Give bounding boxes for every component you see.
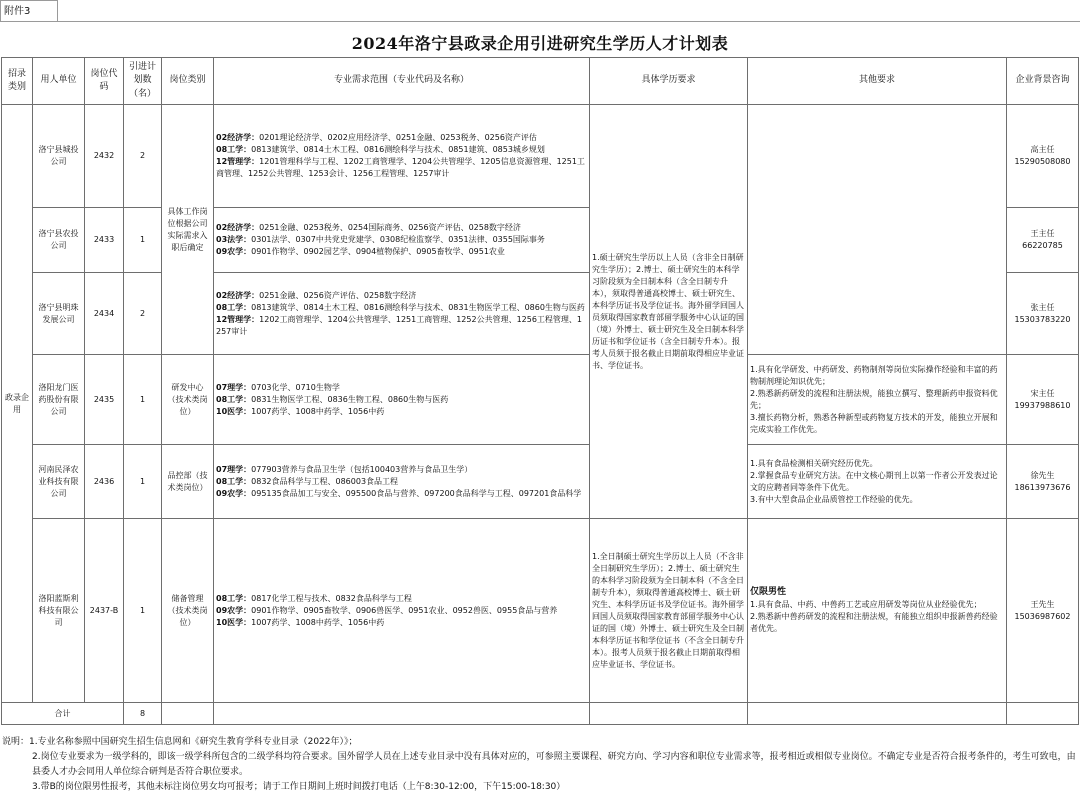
unit-cell: 河南民泽农业科技有限公司 [33,445,85,519]
other-cell [748,355,1007,445]
major-line: 12管理学：1201管理科学与工程、1202工商管理学、1204公共管理学、1205信息资源管理、1251工商管理、1252公共管理、1253会计、1256工程管理、1257审计 [216,157,585,178]
major-line: 09农学：0901作物学、0902园艺学、0904植物保护、0905畜牧学、0951农业 [216,247,505,256]
other-line: 2.熟悉新药研发的流程和注册法规，能独立撰写、整理新药申报资料优先； [750,388,998,410]
contact-phone: 66220785 [1022,241,1063,250]
plan-table [1,57,1079,725]
code-cell: 2432 [85,105,124,208]
post-type-cell: 品控部（技术类岗位） [162,445,214,519]
header-unit: 用人单位 [33,58,85,105]
attachment-label: 附件3 [0,0,58,22]
other-title: 仅限男性 [750,586,787,597]
total-row [2,703,1079,725]
contact-phone: 19937988610 [1014,400,1071,410]
total-label: 合计 [2,703,124,725]
education-cell: 1.硕士研究生学历以上人员（含非全日制研究生学历）；2.博士、硕士研究生的本科学习阶段须为全日制本科（含全日制专升本），须取得普通高校博士、硕士研究生、本科学历证书及学位证书。海外留学回国人员须取得国家教育部留学服务中心认证的国（境）外博士、硕士研究生及全日制本科学历证书和学位证书（含全日制专升本）。报考人员须于报名截止日期前取得相应毕业证书、学位证书。 [590,105,748,519]
contact-cell [1007,445,1079,519]
count-cell: 1 [124,355,162,445]
contact-cell [1007,273,1079,355]
unit-cell: 洛宁县明珠发展公司 [33,273,85,355]
major-line: 07理学：077903营养与食品卫生学（包括100403营养与食品卫生学） [216,464,473,474]
other-line: 3.擅长药物分析，熟悉各种新型或药物复方技术的开发，能独立开展和完成实验工作优先。 [750,412,998,434]
empty-cell [590,703,748,725]
top-border-row [0,0,1080,22]
count-cell: 1 [124,445,162,519]
major-line: 02经济学：0251金融、0253税务、0254国际商务、0256资产评估、0258数字经济 [216,223,521,232]
other-cell [748,519,1007,703]
other-line: 1.具有化学研发、中药研发、药物制剂等岗位实际操作经验和丰富的药物制剂理论知识优先； [750,364,998,386]
contact-cell [1007,355,1079,445]
major-line: 08工学：0832食品科学与工程、086003食品工程 [216,476,399,486]
table-row [2,445,1079,519]
major-line: 08工学：0813建筑学、0814土木工程、0816测绘科学与技术、0851建筑、0853城乡规划 [216,145,545,154]
other-line: 3.有中大型食品企业品质管控工作经验的优先。 [750,494,918,504]
contact-cell [1007,105,1079,208]
contact-phone: 18613973676 [1014,482,1071,492]
major-cell [214,519,590,703]
major-line: 09农学：0901作物学、0905畜牧学、0906兽医学、0951农业、0952兽医、0955食品与营养 [216,605,558,615]
notes-section [2,735,1076,795]
code-cell: 2434 [85,273,124,355]
major-cell [214,445,590,519]
table-row [2,355,1079,445]
header-category: 招录类别 [2,58,33,105]
contact-name: 张主任 [1030,302,1055,312]
major-line: 07理学：0703化学、0710生物学 [216,382,340,392]
count-cell: 2 [124,105,162,208]
header-post-type: 岗位类别 [162,58,214,105]
count-cell: 1 [124,519,162,703]
other-cell [748,445,1007,519]
contact-name: 王主任 [1030,229,1055,238]
contact-cell [1007,519,1079,703]
empty-cell [214,703,590,725]
post-type-cell: 研发中心（技术类岗位） [162,355,214,445]
contact-phone: 15036987602 [1014,611,1071,621]
category-cell: 政录企用 [2,105,33,703]
post-type-cell: 具体工作岗位根据公司实际需求入职后确定 [162,105,214,355]
post-type-cell: 储备管理（技术类岗位） [162,519,214,703]
document-title: 2024年洛宁县政录企用引进研究生学历人才计划表 [351,34,729,53]
major-line: 12管理学：1202工商管理学、1204公共管理学、1251工商管理、1252公共管理、1256工程管理、1257审计 [216,314,583,336]
unit-cell: 洛宁县城投公司 [33,105,85,208]
major-line: 08工学：0817化学工程与技术、0832食品科学与工程 [216,593,412,603]
table-row [2,105,1079,208]
major-line: 02经济学：0251金融、0256资产评估、0258数字经济 [216,290,417,300]
contact-name: 宋主任 [1030,388,1055,398]
other-cell [748,105,1007,355]
major-line: 09农学：095135食品加工与安全、095500食品与营养、097200食品科学与工程、097201食品科学 [216,488,582,498]
table-header-row [2,58,1079,105]
table-row [2,519,1079,703]
major-cell [214,208,590,273]
code-cell: 2433 [85,208,124,273]
contact-name: 徐先生 [1030,470,1055,480]
total-value: 8 [124,703,162,725]
other-line: 2.熟悉新中兽药研发的流程和注册法规，有能独立组织申报新兽药经验者优先。 [750,612,998,634]
header-major: 专业需求范围（专业代码及名称） [214,58,590,105]
major-line: 08工学：0831生物医学工程、0836生物工程、0860生物与医药 [216,394,449,404]
header-code: 岗位代码 [85,58,124,105]
other-line: 1.具有食品检测相关研究经历优先。 [750,458,878,468]
empty-cell [1007,703,1079,725]
count-cell: 1 [124,208,162,273]
header-education: 具体学历要求 [590,58,748,105]
contact-cell [1007,208,1079,273]
note-line: 说明：1.专业名称参照中国研究生招生信息网和《研究生教育学科专业目录（2022年）》； [2,737,358,747]
other-line: 2.掌握食品专业研究方法。在中文核心期刊上以第一作者公开发表过论文的应聘者同等条件下优先。 [750,470,998,492]
major-line: 10医学：1007药学、1008中药学、1056中药 [216,617,385,627]
major-cell [214,105,590,208]
unit-cell: 洛阳蓝斯利科技有限公司 [33,519,85,703]
note-line: 3.带B的岗位限男性报考，其他未标注岗位男女均可报考；请于工作日期间上班时间拨打电话（上午8:30-12:00，下午15:00-18:30） [32,782,566,792]
major-cell [214,273,590,355]
major-line: 08工学：0813建筑学、0814土木工程、0816测绘科学与技术、0831生物医学工程、0860生物与医药 [216,302,585,312]
empty-cell [748,703,1007,725]
count-cell: 2 [124,273,162,355]
contact-name: 高主任 [1030,145,1055,154]
unit-cell: 洛阳龙门医药股份有限公司 [33,355,85,445]
code-cell: 2436 [85,445,124,519]
header-contact: 企业背景咨询 [1007,58,1079,105]
other-line: 1.具有食品、中药、中兽药工艺或应用研发等岗位从业经验优先； [750,600,982,610]
major-cell [214,355,590,445]
major-line: 03法学：0301法学、0307中共党史党建学、0308纪检监察学、0351法律、0355国际事务 [216,235,545,244]
note-line: 2.岗位专业要求为一级学科的，即该一级学科所包含的二级学科均符合要求。国外留学人员在上述专业目录中没有具体对应的，可参照主要课程、研究方向、学习内容和职位专业需求等，报考相近或相似专业岗位。不确定专业是否符合报考条件的，考生可致电，由县委人才办会同用人单位综合研判是否符合职位要求。 [32,752,1076,777]
education-cell: 1.全日制硕士研究生学历以上人员（不含非全日制研究生学历）；2.博士、硕士研究生的本科学习阶段须为全日制本科（不含全日制专升本），须取得普通高校博士、硕士研究生、本科学历证书及学位证书。海外留学回国人员须取得国家教育部留学服务中心认证的国（境）外博士、硕士研究生及全日制本科学历证书和学位证书（不含全日制专升本）。报考人员须于报名截止日期前取得相应毕业证书、学位证书。 [590,519,748,703]
major-line: 02经济学：0201理论经济学、0202应用经济学、0251金融、0253税务、0256资产评估 [216,133,537,142]
unit-cell: 洛宁县农投公司 [33,208,85,273]
major-line: 10医学：1007药学、1008中药学、1056中药 [216,406,385,416]
code-cell: 2435 [85,355,124,445]
code-cell: 2437-B [85,519,124,703]
header-other: 其他要求 [748,58,1007,105]
empty-cell [162,703,214,725]
contact-phone: 15290508080 [1014,157,1071,166]
contact-phone: 15303783220 [1014,314,1071,324]
contact-name: 王先生 [1030,599,1055,609]
header-count: 引进计划数（名） [124,58,162,105]
